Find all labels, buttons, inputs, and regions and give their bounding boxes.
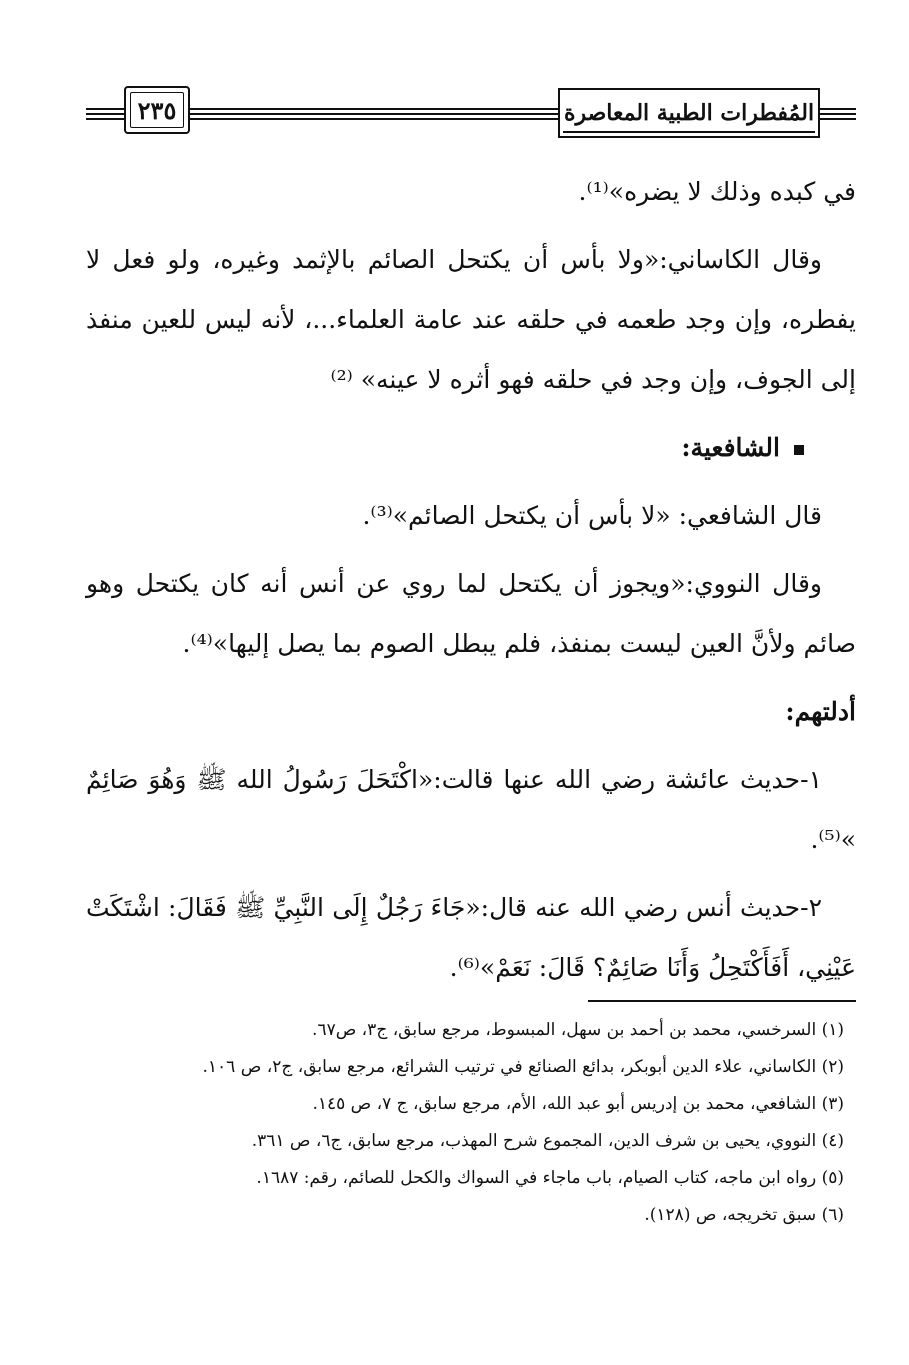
- main-text: [86, 162, 856, 1006]
- hadith-anas: ٢-حديث أنس رضي الله عنه قال:«جَاءَ رَجُلٌ إِلَى النَّبِيِّ ﷺ فَقَالَ: اشْتَكَتْ عَيْنِي، أَفَأَكْتَحِلُ وَأَنَا صَائِمٌ؟ قَالَ: نَعَمْ»⁽⁶⁾.: [86, 893, 856, 982]
- footnotes: [86, 1012, 856, 1234]
- section-heading-evidence: أدلتهم:: [785, 697, 856, 726]
- page-number: ٢٣٥: [124, 86, 190, 134]
- paragraph-shafii: قال الشافعي: «لا بأس أن يكتحل الصائم»⁽³⁾.: [362, 501, 822, 530]
- footnote-2: (٢) الكاساني، علاء الدين أبوبكر، بدائع الصنائع في ترتيب الشرائع، مرجع سابق، ج٢، ص ١٠٦.: [202, 1057, 844, 1077]
- hadith-aisha: ١-حديث عائشة رضي الله عنها قالت:«اكْتَحَلَ رَسُولُ الله ﷺ وَهُوَ صَائِمٌ »⁽⁵⁾.: [86, 765, 856, 854]
- running-title: المُفطرات الطبية المعاصرة: [558, 88, 820, 138]
- footnote-4: (٤) النووي، يحيى بن شرف الدين، المجموع شرح المهذب، مرجع سابق، ج٦، ص ٣٦١.: [251, 1131, 844, 1151]
- paragraph-kasani: وقال الكاساني:«ولا بأس أن يكتحل الصائم بالإثمد وغيره، ولو فعل لا يفطره، وإن وجد طعمه في حلقه عند عامة العلماء...، لأنه ليس للعين منفذ إلى الجوف، وإن وجد في حلقه فهو أثره لا عينه» ⁽²⁾: [86, 245, 856, 394]
- footnote-3: (٣) الشافعي، محمد بن إدريس أبو عبد الله، الأم، مرجع سابق، ج ٧، ص ١٤٥.: [312, 1094, 844, 1114]
- footnote-5: (٥) رواه ابن ماجه، كتاب الصيام، باب ماجاء في السواك والكحل للصائم، رقم: ١٦٨٧.: [256, 1168, 844, 1188]
- footnote-separator: [588, 1000, 856, 1002]
- paragraph-nawawi: وقال النووي:«ويجوز أن يكتحل لما روي عن أنس أنه كان يكتحل وهو صائم ولأنَّ العين ليست بمنفذ، فلم يبطل الصوم بما يصل إليها»⁽⁴⁾.: [86, 569, 856, 658]
- footnote-6: (٦) سبق تخريجه، ص (١٢٨).: [644, 1205, 844, 1225]
- section-heading-shafiiya: [86, 418, 856, 478]
- footnote-1: (١) السرخسي، محمد بن أحمد بن سهل، المبسوط، مرجع سابق، ج٣، ص٦٧.: [312, 1020, 844, 1040]
- square-bullet-icon: [794, 445, 804, 455]
- paragraph-continuation: في كبده وذلك لا يضره»⁽¹⁾.: [578, 177, 856, 206]
- page-header: [86, 80, 856, 144]
- section-heading-label: الشافعية:: [681, 433, 780, 462]
